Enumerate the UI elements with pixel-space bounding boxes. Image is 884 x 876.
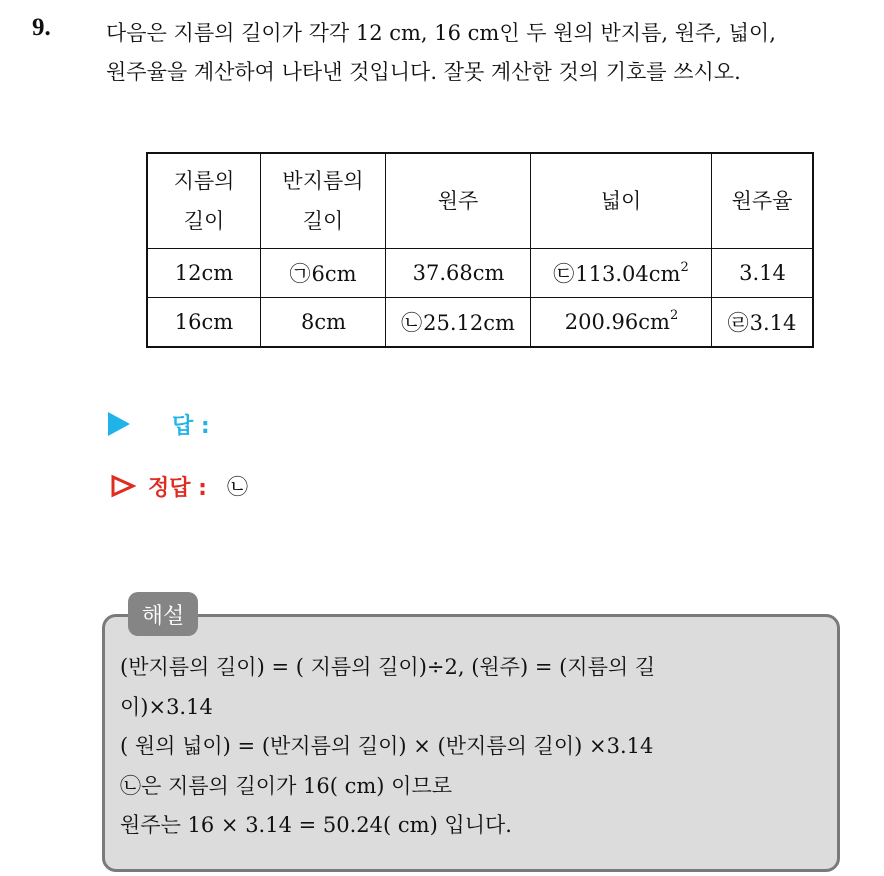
cell-circumference: 37.68cm [386,249,531,298]
header-pi: 원주율 [712,153,814,249]
play-outline-icon [110,474,136,498]
area-exponent: 2 [669,308,679,323]
cell-radius: 8cm [261,298,386,348]
cell-area: $㉢113.04cm^2$ [531,249,712,298]
table-row [147,298,813,348]
header-area: 넓이 [531,153,712,249]
answer-label: 답 : [172,413,210,439]
question-number: 9. [32,14,51,41]
cell-diameter: 16cm [147,298,261,348]
symbol-mark: ㉡ [401,311,423,335]
correct-answer-row [110,466,248,506]
correct-answer-value: ㉡ [226,475,248,499]
explanation-line: ( 원의 넓이) = (반지름의 길이) × (반지름의 길이) ×3.14 [120,734,654,758]
header-circumference: 원주 [386,153,531,249]
symbol-mark: ㉠ [289,262,311,286]
correct-answer-label: 정답 : [148,475,207,501]
cell-radius: ㉠6cm [261,249,386,298]
question-text [106,14,876,92]
header-radius: 반지름의 길이 [261,153,386,249]
explanation-line: 이)×3.14 [120,694,213,719]
area-exponent: 2 [680,260,689,275]
explanation-text [120,648,830,846]
cell-diameter: 12cm [147,249,261,298]
explanation-line: ㉡은 지름의 길이가 16( cm) 이므로 [120,773,453,798]
explanation-line: 원주는 16 × 3.14 = 50.24( cm) 입니다. [120,813,512,837]
header-diameter: 지름의 길이 [147,153,261,249]
explanation-line: (반지름의 길이) = ( 지름의 길이)÷2, (원주) = (지름의 길 [120,655,656,679]
question-line: 다음은 지름의 길이가 각각 12 cm, 16 cm인 두 원의 반지름, 원주, 넓이, [106,21,776,45]
answer-row [108,404,210,444]
explanation-tag: 해설 [128,592,198,636]
cell-circumference: ㉡25.12cm [386,298,531,348]
cell-pi: ㉣3.14 [712,298,814,348]
cell-pi: 3.14 [712,249,814,298]
symbol-mark: ㉢ [553,262,575,286]
cell-area: $200.96cm^2$ [531,298,712,348]
circle-data-table [146,152,814,348]
play-arrow-icon [108,412,130,436]
question-line: 원주율을 계산하여 나타낸 것입니다. 잘못 계산한 것의 기호를 쓰시오. [106,60,741,84]
table-header-row [147,153,813,249]
table-row [147,249,813,298]
symbol-mark: ㉣ [727,311,749,335]
